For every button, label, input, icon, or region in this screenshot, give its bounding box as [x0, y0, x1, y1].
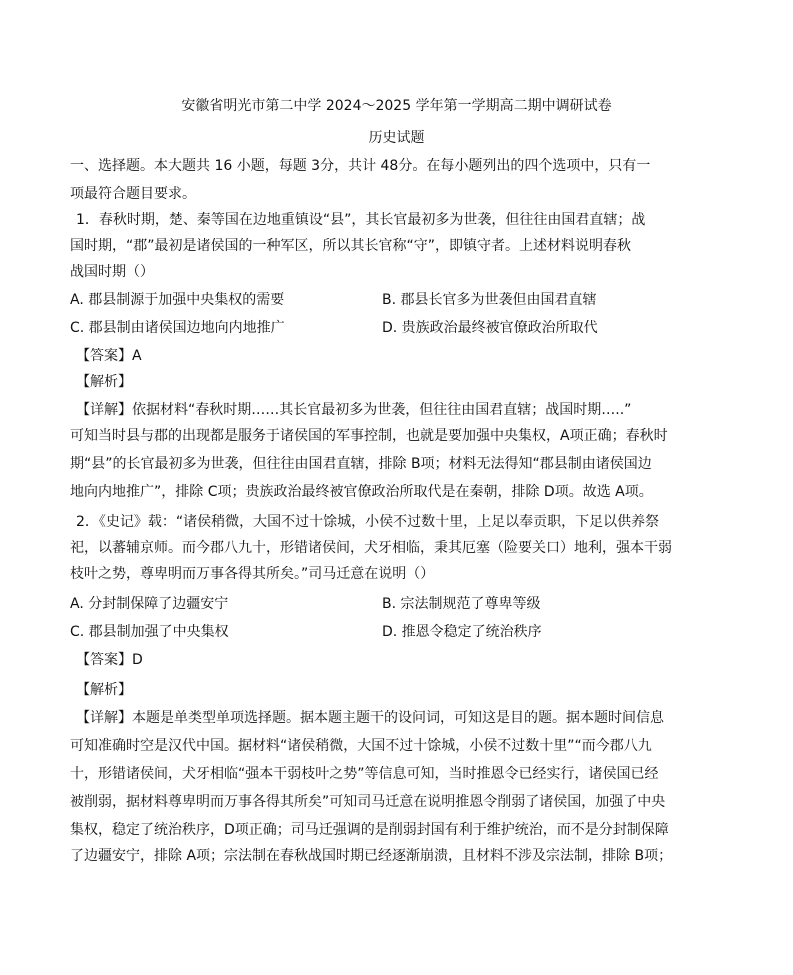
q1-option-a: A. 郡县制源于加强中央集权的需要 — [70, 292, 285, 308]
q1-detail-line-3: 期“县”的长官最初多为世袭，但往往由国君直辖，排除 B项；材料无法得知“郡县制由诸侯国边 — [70, 456, 652, 472]
q2-detail-line-6: 了边疆安宁，排除 A项；宗法制在春秋战国时期已经逐渐崩溃，且材料不涉及宗法制，排除 B项； — [70, 848, 673, 864]
q1-option-b: B. 郡县长官多为世袭但由国君直辖 — [382, 292, 597, 308]
q2-detail-line-2: 可知准确时空是汉代中国。据材料“诸侯稍微，大国不过十馀城，小侯不过数十里”“而今郡八九 — [70, 738, 652, 754]
q1-analysis-label: 【解析】 — [76, 374, 132, 390]
q2-detail-line-1: 【详解】本题是单类型单项选择题。据本题主题干的设问词，可知这是目的题。据本题时间信息 — [76, 710, 664, 726]
section-instruction-line-2: 项最符合题目要求。 — [70, 186, 196, 202]
q1-answer: 【答案】A — [76, 348, 142, 364]
q1-stem-line-3: 战国时期（） — [70, 264, 154, 280]
q2-stem-line-2: 祀，以蕃辅京师。而今郡八九十，形错诸侯间，犬牙相临，秉其厄塞（险要关口）地利，强本干弱 — [70, 540, 672, 556]
q1-detail-line-1: 【详解】依据材料“春秋时期……其长官最初多为世袭，但往往由国君直辖；战国时期…..” — [76, 402, 632, 418]
q2-option-a: A. 分封制保障了边疆安宁 — [70, 596, 229, 612]
q1-detail-line-4: 地向内地推广”，排除 C项；贵族政治最终被官僚政治所取代是在秦朝，排除 D项。故选 A项。 — [70, 484, 653, 500]
q2-option-c: C. 郡县制加强了中央集权 — [70, 624, 229, 640]
q1-option-c: C. 郡县制由诸侯国边地向内地推广 — [70, 320, 285, 336]
q2-stem-line-1: 2．《史记》载：“诸侯稍微，大国不过十馀城，小侯不过数十里，上足以奉贡职，下足以供养祭 — [76, 514, 660, 530]
q2-detail-line-3: 十，形错诸侯间，犬牙相临“强本干弱枝叶之势”等信息可知，当时推恩令已经实行，诸侯国已经 — [70, 766, 659, 782]
q1-stem-line-2: 国时期，“郡”最初是诸侯国的一种军区，所以其长官称“守”，即镇守者。上述材料说明春秋 — [70, 238, 632, 254]
q1-detail-line-2: 可知当时县与郡的出现都是服务于诸侯国的军事控制，也就是要加强中央集权，A项正确；春秋时 — [70, 428, 668, 444]
q1-stem-line-1: 1．春秋时期，楚、秦等国在边地重镇设“县”，其长官最初多为世袭，但往往由国君直辖；战 — [76, 212, 646, 228]
q2-detail-line-5: 集权，稳定了统治秩序，D项正确；司马迁强调的是削弱封国有利于维护统治，而不是分封制保障 — [70, 822, 669, 838]
q2-analysis-label: 【解析】 — [76, 682, 132, 698]
doc-subtitle: 历史试题 — [368, 130, 425, 146]
q2-stem-line-3: 枝叶之势，尊卑明而万事各得其所矣。”司马迁意在说明（） — [70, 566, 435, 582]
q2-option-b: B. 宗法制规范了尊卑等级 — [382, 596, 541, 612]
q2-option-d: D. 推恩令稳定了统治秩序 — [382, 624, 542, 640]
doc-title: 安徽省明光市第二中学 2024～2025 学年第一学期高二期中调研试卷 — [181, 98, 612, 114]
q1-option-d: D. 贵族政治最终被官僚政治所取代 — [382, 320, 598, 336]
section-instruction-line-1: 一、选择题。本大题共 16 小题，每题 3分，共计 48分。在每小题列出的四个选项中，只有一 — [70, 158, 651, 174]
q2-answer: 【答案】D — [76, 652, 143, 668]
q2-detail-line-4: 被削弱，据材料尊卑明而万事各得其所矣”可知司马迁意在说明推恩令削弱了诸侯国，加强了中央 — [70, 794, 666, 810]
